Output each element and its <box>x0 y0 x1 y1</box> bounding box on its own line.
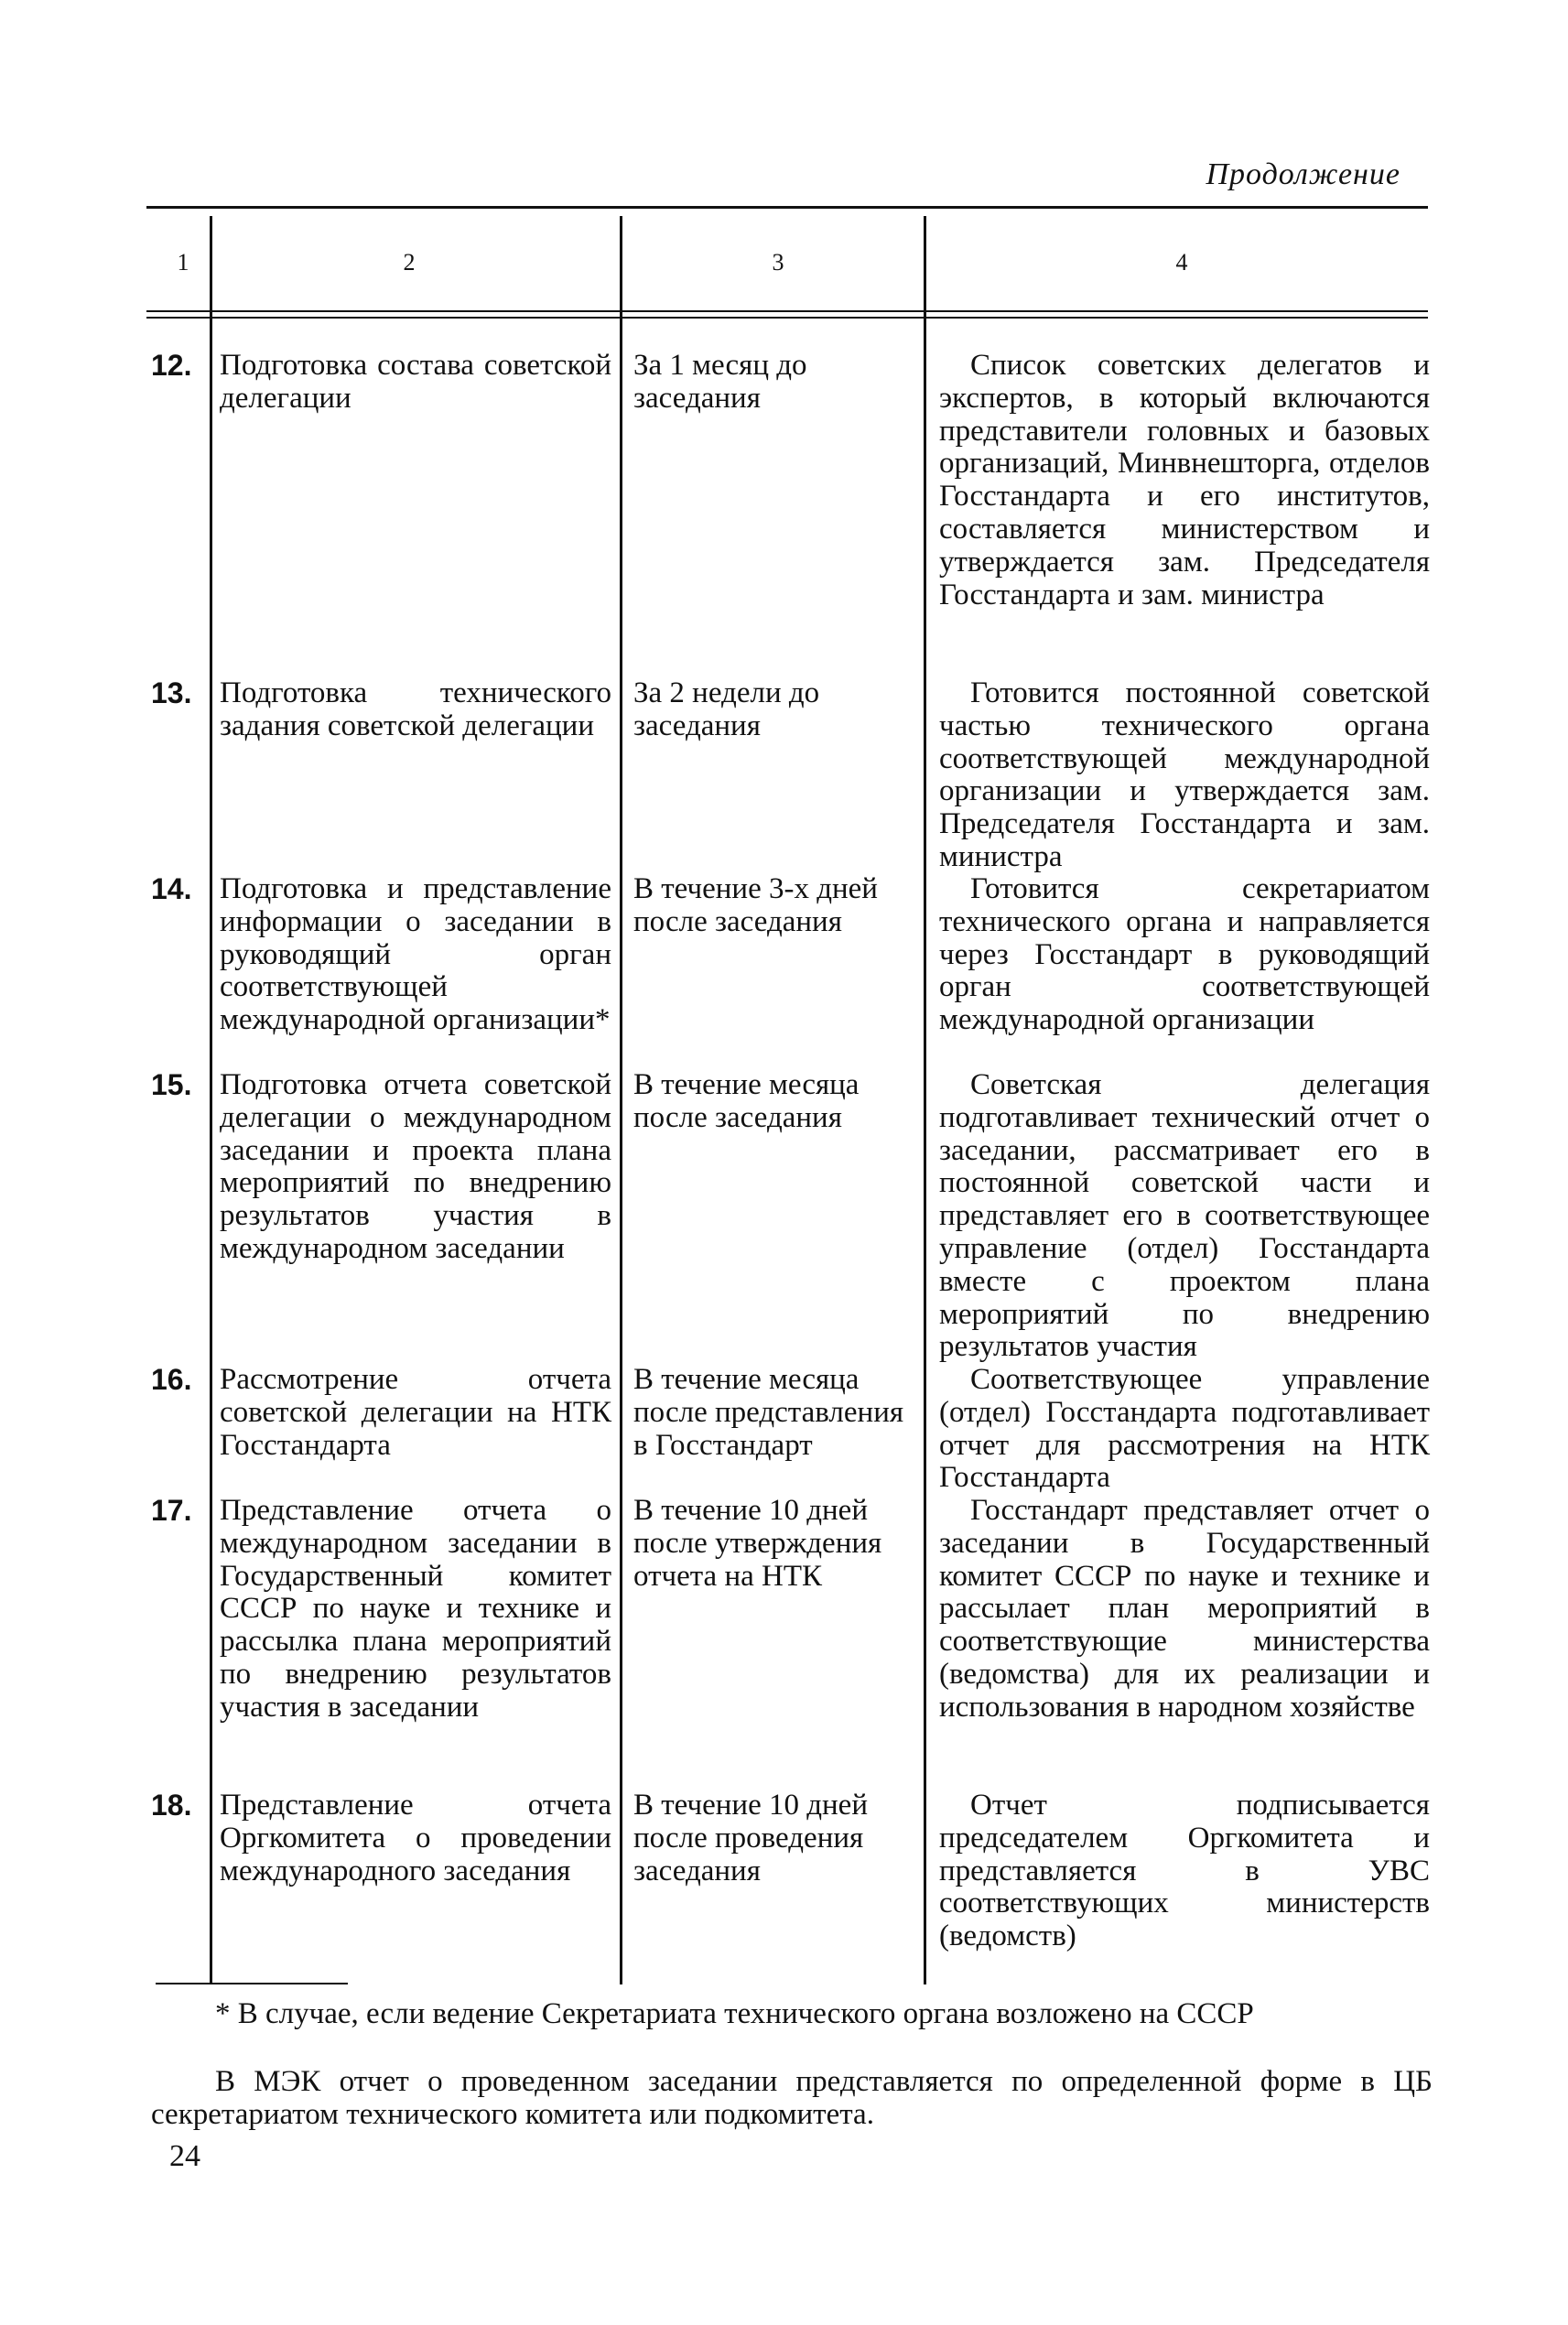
row-18-number: 18. <box>151 1789 192 1822</box>
column-rule-3 <box>924 216 926 1984</box>
header-col-1: 1 <box>177 249 189 276</box>
header-rule-1 <box>146 310 1428 312</box>
row-15-deadline: В течение месяца после заседания <box>633 1068 860 1134</box>
row-17-deadline: В течение 10 дней после утверждения отчета на НТК <box>633 1494 882 1593</box>
continuation-label: Продолжение <box>1206 157 1400 191</box>
row-14-number: 14. <box>151 872 192 905</box>
header-rule-2 <box>146 317 1428 319</box>
header-col-4: 4 <box>1175 249 1188 276</box>
row-12-stage: Подготовка состава советской делегации <box>220 349 611 415</box>
row-12-note: Список советских делегатов и экспертов, в который включаются представители головных и базовых организаций, Минвнешторга, отделов Госстандарта и его институтов, составляется министерством и утверждается зам. Председателя Госстандарта и зам. министра <box>939 349 1430 611</box>
row-17-stage: Представление отчета о международном заседании в Государственный комитет СССР по науке и технике и рассылка плана мероприятий по внедрению результатов участия в заседании <box>220 1494 611 1724</box>
footnote-rule <box>156 1983 348 1984</box>
row-14-note: Готовится секретариатом технического органа и направляется через Госстандарт в руководящий орган соответствующей международной организации <box>939 872 1430 1037</box>
column-rule-1 <box>210 216 212 1984</box>
row-16-note: Соответствующее управление (отдел) Госстандарта подготавливает отчет для рассмотрения на НТК Госстандарта <box>939 1363 1430 1495</box>
row-13-deadline: За 2 недели до заседания <box>633 676 820 742</box>
row-14-deadline: В течение 3-х дней после заседания <box>633 872 878 938</box>
row-14-stage: Подготовка и представление информации о заседании в руководящий орган соответствующей международной организации* <box>220 872 611 1037</box>
header-col-3: 3 <box>772 249 784 276</box>
row-13-note: Готовится постоянной советской частью технического органа соответствующей международной организации и утверждается зам. Председателя Госстандарта и зам. министра <box>939 676 1430 873</box>
footnote-mek: В МЭК отчет о проведенном заседании представляется по определенной форме в ЦБ секретариатом технического комитета или подкомитета. <box>151 2065 1433 2131</box>
footnote-star: * В случае, если ведение Секретариата технического органа возложено на СССР <box>215 1997 1254 2030</box>
column-rule-2 <box>620 216 622 1984</box>
row-17-number: 17. <box>151 1494 192 1527</box>
row-16-deadline: В течение месяца после представления в Госстандарт <box>633 1363 904 1462</box>
row-13-number: 13. <box>151 676 192 709</box>
header-col-2: 2 <box>403 249 416 276</box>
row-15-note: Советская делегация подготавливает технический отчет о заседании, рассматривает его в постоянной советской части и представляет его в соответствующее управление (отдел) Госстандарта вместе с проектом плана мероприятий по внедрению результатов участия <box>939 1068 1430 1364</box>
row-16-number: 16. <box>151 1363 192 1396</box>
row-16-stage: Рассмотрение отчета советской делегации на НТК Госстандарта <box>220 1363 611 1462</box>
row-18-stage: Представление отчета Оргкомитета о проведении международного заседания <box>220 1789 611 1887</box>
row-12-number: 12. <box>151 349 192 382</box>
page-number: 24 <box>169 2139 200 2173</box>
row-18-deadline: В течение 10 дней после проведения заседания <box>633 1789 868 1887</box>
row-17-note: Госстандарт представляет отчет о заседании в Государственный комитет СССР по науке и технике и рассылает план мероприятий в соответствующие министерства (ведомства) для их реализации и использования в народном хозяйстве <box>939 1494 1430 1724</box>
row-12-deadline: За 1 месяц до заседания <box>633 349 807 415</box>
table-top-rule <box>146 206 1428 209</box>
row-18-note: Отчет подписывается председателем Оргкомитета и представляется в УВС соответствующих министерств (ведомств) <box>939 1789 1430 1953</box>
row-13-stage: Подготовка технического задания советской делегации <box>220 676 611 742</box>
row-15-stage: Подготовка отчета советской делегации о международном заседании и проекта плана мероприятий по внедрению результатов участия в международном заседании <box>220 1068 611 1265</box>
row-15-number: 15. <box>151 1068 192 1101</box>
